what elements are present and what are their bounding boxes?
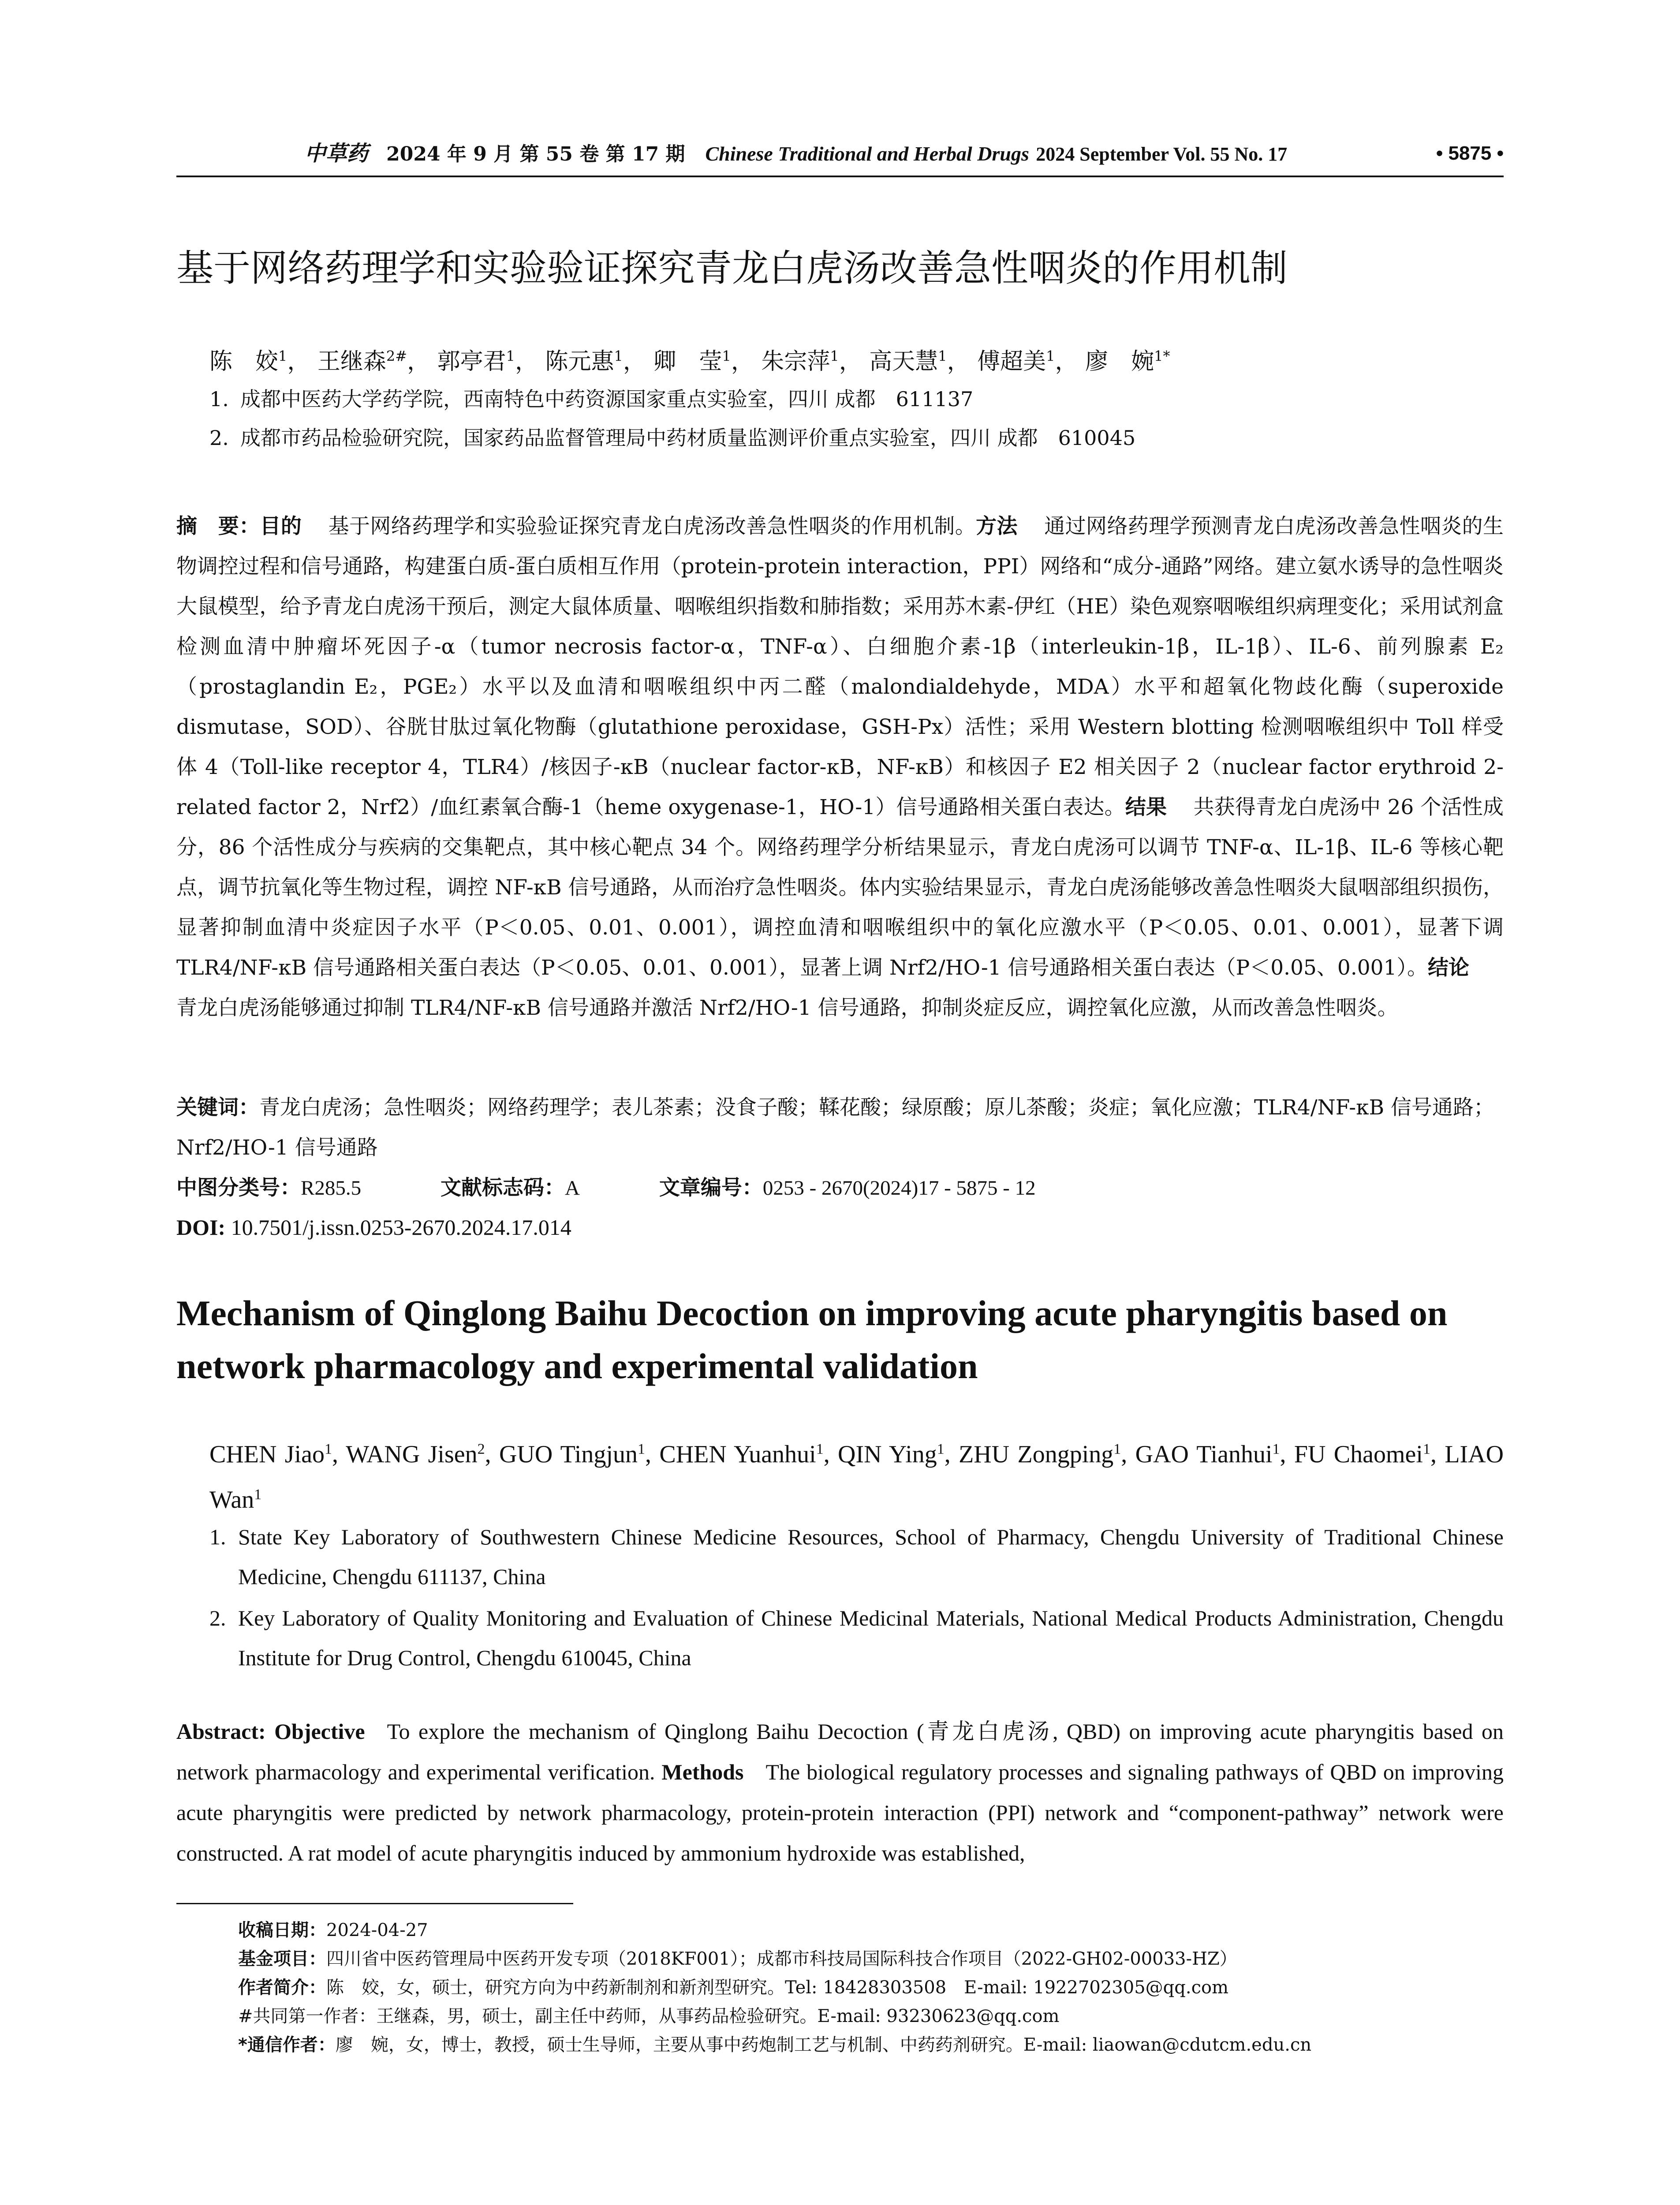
doc-code-label: 文献标志码： xyxy=(441,1176,565,1200)
objective-text-en: To explore the mechanism of Qinglong Baihu Decoction (青龙白虎汤, QBD) on improving acute pharyngitis based on network pharmacology and experimental verification. xyxy=(176,1719,1504,1784)
author-cn: 陈元惠$^1$ xyxy=(545,348,623,375)
author-cn: 高天慧$^1$ xyxy=(869,348,947,375)
footnote-funding: 基金项目：四川省中医药管理局中医药开发专项（2018KF001）；成都市科技局国际科技合作项目（2022-GH02-00033-HZ） xyxy=(238,1949,1237,1969)
doi-value[interactable]: 10.7501/j.issn.0253-2670.2024.17.014 xyxy=(231,1215,571,1240)
classification-line xyxy=(176,1168,1504,1208)
author-cn: 朱宗萍$^1$ xyxy=(761,348,839,375)
author-cn: 陈 姣$^1$ xyxy=(209,348,287,375)
objective-label-cn: 目的 xyxy=(260,514,302,538)
article-title-en: Mechanism of Qinglong Baihu Decoction on improving acute pharyngitis based on network pharmacology and experimental validation xyxy=(176,1293,1448,1386)
abstract-label-cn: 摘 要： xyxy=(176,514,260,538)
conclusion-text-cn: 青龙白虎汤能够通过抑制 TLR4/NF-κB 信号通路并激活 Nrf2/HO-1 信号通路，抑制炎症反应，调控氧化应激，从而改善急性咽炎。 xyxy=(176,996,1398,1020)
author-en: CHEN Jiao$^1$ xyxy=(209,1440,332,1468)
affiliation-cn-1: 1. 成都中医药大学药学院，西南特色中药资源国家重点实验室，四川 成都 611137 xyxy=(209,387,974,411)
author-cn: 傅超美$^1$ xyxy=(977,348,1055,375)
author-en: ZHU Zongping$^1$ xyxy=(959,1440,1121,1468)
author-en: GUO Tingjun$^1$ xyxy=(499,1440,645,1468)
running-header-center xyxy=(176,140,1415,168)
author-cn: 王继森$^{2\#}$ xyxy=(317,348,407,375)
doi-line xyxy=(176,1207,1504,1248)
author-en: GAO Tianhui$^1$ xyxy=(1135,1440,1280,1468)
author-en: CHEN Yuanhui$^1$ xyxy=(659,1440,824,1468)
methods-label-cn: 方法 xyxy=(976,514,1018,538)
keywords-cn xyxy=(176,1088,1504,1168)
article-title-cn: 基于网络药理学和实验验证探究青龙白虎汤改善急性咽炎的作用机制 xyxy=(176,247,1288,290)
author-en: LIAO Wan$^1$ xyxy=(209,1440,1504,1514)
abstract-cn xyxy=(176,506,1504,1028)
methods-text-cn: 通过网络药理学预测青龙白虎汤改善急性咽炎的生物调控过程和信号通路，构建蛋白质-蛋白质相互作用（protein-protein interaction，PPI）网络和“成分-通路”网络。建立氨水诱导的急性咽炎大鼠模型，给予青龙白虎汤干预后，测定大鼠体质量、咽喉组织指数和肺指数；采用苏木素-伊红（HE）染色观察咽喉组织病理变化；采用试剂盒检测血清中肿瘤坏死因子-α（tumor necrosis factor-α，TNF-α）、白细胞介素-1β（interleukin-1β，IL-1β）、IL-6、前列腺素 E₂（prostaglandin E₂，PGE₂）水平以及血清和咽喉组织中丙二醛（malondialdehyde，MDA）水平和超氧化物歧化酶（superoxide dismutase，SOD）、谷胱甘肽过氧化物酶（glutathione peroxidase，GSH-Px）活性；采用 Western blotting 检测咽喉组织中 Toll 样受体 4（Toll-like receptor 4，TLR4）/核因子-κB（nuclear factor-κB，NF-κB）和核因子 E2 相关因子 2（nuclear factor erythroid 2-related factor 2，Nrf2）/血红素氧合酶-1（heme oxygenase-1，HO-1）信号通路相关蛋白表达。 xyxy=(176,514,1504,819)
article-number-value: 0253 - 2670(2024)17 - 5875 - 12 xyxy=(762,1177,1036,1200)
results-label-cn: 结果 xyxy=(1125,795,1167,819)
page-number: • 5875 • xyxy=(1436,142,1504,164)
author-list-en: CHEN Jiao$^1$, WANG Jisen$^2$, GUO Tingjun$^1$, CHEN Yuanhui$^1$, QIN Ying$^1$, ZHU Zongping$^1$, GAO Tianhui$^1$, FU Chaomei$^1$, LIAO Wan$^1$ xyxy=(209,1440,1504,1514)
running-header xyxy=(176,140,1504,176)
author-cn: 卿 莹$^1$ xyxy=(653,348,731,375)
author-en: QIN Ying$^1$ xyxy=(838,1440,945,1468)
results-text-cn: 共获得青龙白虎汤中 26 个活性成分，86 个活性成分与疾病的交集靶点，其中核心靶点 34 个。网络药理学分析结果显示，青龙白虎汤可以调节 TNF-α、IL-1β、IL-6 等核心靶点，调节抗氧化等生物过程，调控 NF-κB 信号通路，从而治疗急性咽炎。体内实验结果显示，青龙白虎汤能够改善急性咽炎大鼠咽部组织损伤，显著抑制血清中炎症因子水平（P＜0.05、0.01、0.001），调控血清和咽喉组织中的氧化应激水平（P＜0.05、0.01、0.001），显著下调 TLR4/NF-κB 信号通路相关蛋白表达（P＜0.05、0.01、0.001），显著上调 Nrf2/HO-1 信号通路相关蛋白表达（P＜0.05、0.001）。 xyxy=(176,795,1504,980)
objective-label-en: Objective xyxy=(274,1719,365,1744)
author-list-cn: 陈 姣$^1$， 王继森$^{2\#}$， 郭亭君$^1$， 陈元惠$^1$， 卿 莹$^1$， 朱宗萍$^1$， 高天慧$^1$， 傅超美$^1$， 廖 婉$^{1*}$ xyxy=(209,348,1170,375)
footnote-rule xyxy=(176,1903,573,1904)
article-number-label: 文章编号： xyxy=(659,1176,763,1200)
author-en: FU Chaomei$^1$ xyxy=(1294,1440,1430,1468)
objective-text-cn: 基于网络药理学和实验验证探究青龙白虎汤改善急性咽炎的作用机制。 xyxy=(328,514,976,538)
keywords-text: 青龙白虎汤；急性咽炎；网络药理学；表儿茶素；没食子酸；鞣花酸；绿原酸；原儿茶酸；炎症；氧化应激；TLR4/NF-κB 信号通路；Nrf2/HO-1 信号通路 xyxy=(176,1095,1495,1160)
affiliation-cn-2: 2. 成都市药品检验研究院，国家药品监督管理局中药材质量监测评价重点实验室，四川 成都 610045 xyxy=(209,426,1136,450)
doi-label: DOI: xyxy=(176,1215,226,1240)
methods-text-en: The biological regulatory processes and signaling pathways of QBD on improving acute pharyngitis were predicted by network pharmacology, protein-protein interaction (PPI) network and “component-pathway” network were constructed. A rat model of acute pharyngitis induced by ammonium hydroxide was established, xyxy=(176,1760,1504,1865)
author-en: WANG Jisen$^2$ xyxy=(346,1440,485,1468)
journal-name-cn: 中草药 xyxy=(304,141,368,166)
keywords-label: 关键词： xyxy=(176,1095,259,1120)
clc-label: 中图分类号： xyxy=(176,1176,301,1200)
footnote-author-bio: 作者简介：陈 姣，女，硕士，研究方向为中药新制剂和新剂型研究。Tel: 18428303508 E-mail: 1922702305@qq.com xyxy=(238,1977,1229,1998)
author-cn: 廖 婉$^{1*}$ xyxy=(1085,348,1170,375)
issue-cn: 2024 年 9 月 第 55 卷 第 17 期 xyxy=(386,143,685,165)
author-cn: 郭亭君$^1$ xyxy=(437,348,515,375)
affiliation-en-2: 2. Key Laboratory of Quality Monitoring and Evaluation of Chinese Medicinal Materials, National Medical Products Administration, Chengdu Institute for Drug Control, Chengdu 610045, China xyxy=(209,1606,1504,1670)
footnote-co-first-author: #共同第一作者：王继森，男，硕士，副主任中药师，从事药品检验研究。E-mail: 93230623@qq.com xyxy=(238,2006,1060,2026)
doc-code-value: A xyxy=(565,1177,580,1200)
clc-value: R285.5 xyxy=(301,1177,362,1200)
journal-name-en: Chinese Traditional and Herbal Drugs xyxy=(705,142,1029,165)
methods-label-en: Methods xyxy=(661,1760,744,1784)
affiliation-en-1: 1. State Key Laboratory of Southwestern Chinese Medicine Resources, School of Pharmacy, Chengdu University of Traditional Chinese Medicine, Chengdu 611137, China xyxy=(209,1525,1504,1589)
abstract-en xyxy=(176,1711,1504,1873)
header-rule xyxy=(176,176,1504,177)
abstract-label-en: Abstract: xyxy=(176,1719,266,1744)
footnote-received: 收稿日期：2024-04-27 xyxy=(238,1920,428,1940)
conclusion-label-cn: 结论 xyxy=(1427,956,1469,980)
footnotes xyxy=(238,1916,1504,2059)
issue-en: 2024 September Vol. 55 No. 17 xyxy=(1036,143,1288,165)
footnote-corresponding-author: *通信作者：廖 婉，女，博士，教授，硕士生导师，主要从事中药炮制工艺与机制、中药药剂研究。E-mail: liaowan@cdutcm.edu.cn xyxy=(238,2035,1312,2055)
